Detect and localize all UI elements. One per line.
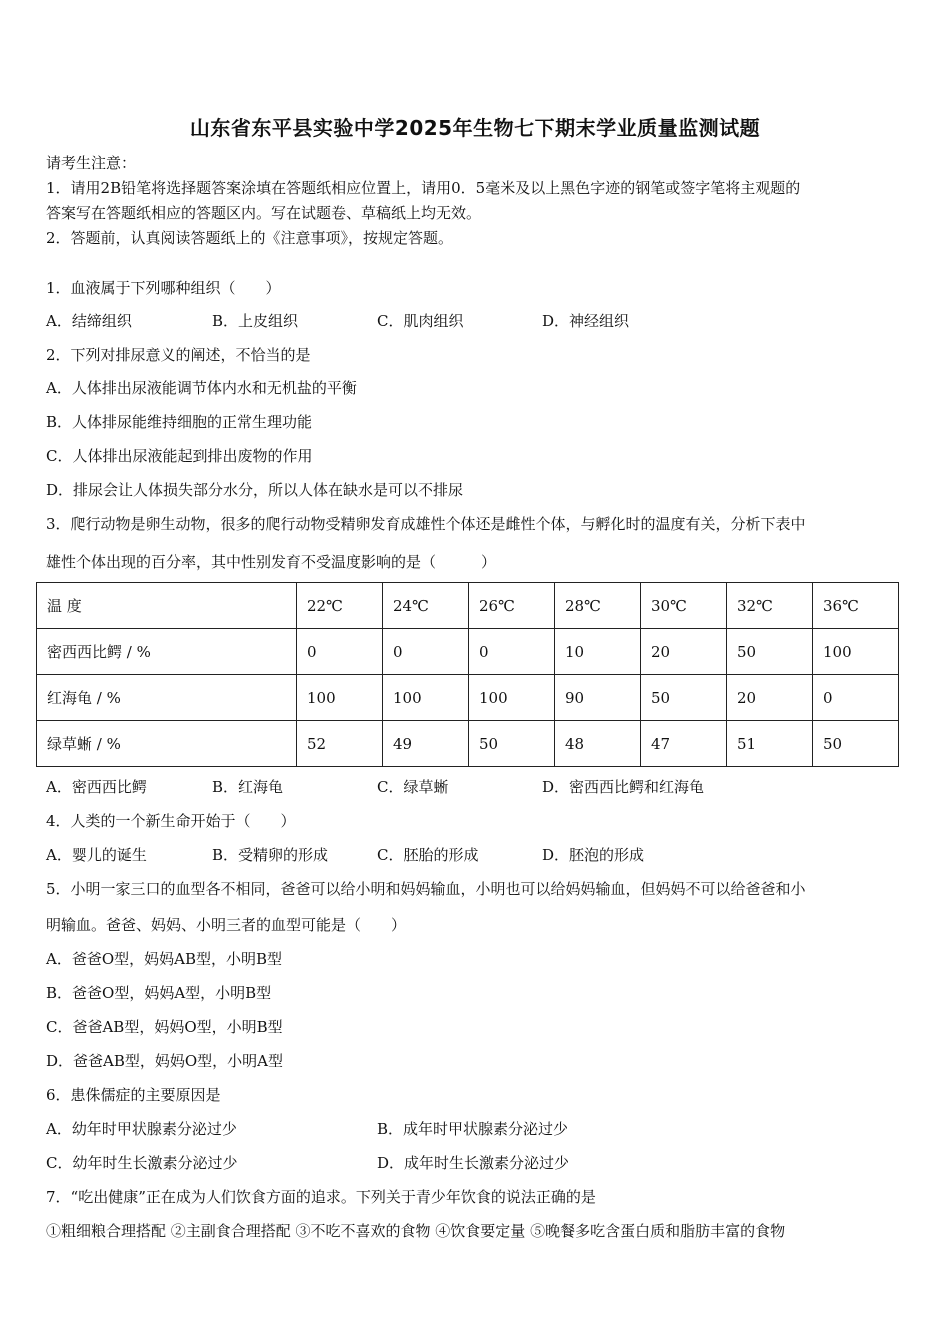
notice-line-2: 2．答题前，认真阅读答题纸上的《注意事项》，按规定答题。 xyxy=(46,229,454,247)
q4-option-c: C．胚胎的形成 xyxy=(377,846,479,864)
table-cell: 51 xyxy=(727,721,813,767)
q3-option-b: B．红海龟 xyxy=(212,778,284,796)
q5-option-b: B．爸爸O型，妈妈A型，小明B型 xyxy=(46,984,272,1002)
table-cell: 0 xyxy=(469,629,555,675)
q2-stem: 2．下列对排尿意义的阐述，不恰当的是 xyxy=(46,346,311,364)
table-cell: 红海龟 / % xyxy=(37,675,297,721)
notice-heading: 请考生注意： xyxy=(46,154,137,172)
table-cell: 48 xyxy=(555,721,641,767)
q4-option-d: D．胚泡的形成 xyxy=(542,846,645,864)
table-cell: 温 度 xyxy=(37,583,297,629)
q4-option-a: A．婴儿的诞生 xyxy=(46,846,147,864)
q3-stem-2: 雄性个体出现的百分率，其中性别发育不受温度影响的是（ ） xyxy=(46,553,497,571)
table-header-row xyxy=(37,583,899,629)
q6-option-c: C．幼年时生长激素分泌过少 xyxy=(46,1154,238,1172)
q5-stem-1: 5．小明一家三口的血型各不相同，爸爸可以给小明和妈妈输血，小明也可以给妈妈输血，但妈妈不可以给爸爸和小 xyxy=(46,880,806,898)
q1-option-a: A．结缔组织 xyxy=(46,312,132,330)
q3-option-d: D．密西西比鳄和红海龟 xyxy=(542,778,705,796)
q6-option-b: B．成年时甲状腺素分泌过少 xyxy=(377,1120,569,1138)
table-row xyxy=(37,675,899,721)
q2-option-b: B．人体排尿能维持细胞的正常生理功能 xyxy=(46,413,313,431)
table-cell: 47 xyxy=(641,721,727,767)
q6-option-d: D．成年时生长激素分泌过少 xyxy=(377,1154,570,1172)
table-cell: 0 xyxy=(297,629,383,675)
q2-option-c: C．人体排出尿液能起到排出废物的作用 xyxy=(46,447,313,465)
table-cell: 100 xyxy=(297,675,383,721)
table-row xyxy=(37,629,899,675)
table-cell: 50 xyxy=(641,675,727,721)
q5-stem-2: 明输血。爸爸、妈妈、小明三者的血型可能是（ ） xyxy=(46,916,407,934)
q3-stem-1: 3．爬行动物是卵生动物，很多的爬行动物受精卵发育成雄性个体还是雌性个体，与孵化时的温度有关，分析下表中 xyxy=(46,515,806,533)
table-cell: 100 xyxy=(813,629,899,675)
notice-line-1a: 1．请用2B铅笔将选择题答案涂填在答题纸相应位置上，请用0．5毫米及以上黑色字迹的钢笔或签字笔将主观题的 xyxy=(46,179,801,197)
table-cell: 20 xyxy=(727,675,813,721)
notice-line-1b: 答案写在答题纸相应的答题区内。写在试题卷、草稿纸上均无效。 xyxy=(46,204,482,222)
q4-option-b: B．受精卵的形成 xyxy=(212,846,329,864)
table-cell: 36℃ xyxy=(813,583,899,629)
table-cell: 20 xyxy=(641,629,727,675)
q1-option-d: D．神经组织 xyxy=(542,312,630,330)
page-title: 山东省东平县实验中学2025年生物七下期末学业质量监测试题 xyxy=(189,116,761,140)
q1-option-c: C．肌肉组织 xyxy=(377,312,464,330)
table-cell: 28℃ xyxy=(555,583,641,629)
q6-option-a: A．幼年时甲状腺素分泌过少 xyxy=(46,1120,237,1138)
table-cell: 50 xyxy=(813,721,899,767)
table-cell: 22℃ xyxy=(297,583,383,629)
table-cell: 100 xyxy=(469,675,555,721)
table-cell: 100 xyxy=(383,675,469,721)
table-cell: 绿草蜥 / % xyxy=(37,721,297,767)
q3-option-a: A．密西西比鳄 xyxy=(46,778,147,796)
table-cell: 密西西比鳄 / % xyxy=(37,629,297,675)
table-cell: 52 xyxy=(297,721,383,767)
table-cell: 32℃ xyxy=(727,583,813,629)
table-cell: 50 xyxy=(727,629,813,675)
temperature-sex-table xyxy=(36,582,899,767)
table-cell: 49 xyxy=(383,721,469,767)
table-cell: 10 xyxy=(555,629,641,675)
table-cell: 50 xyxy=(469,721,555,767)
table-cell: 0 xyxy=(383,629,469,675)
q1-stem: 1．血液属于下列哪种组织（ ） xyxy=(46,279,281,297)
q3-option-c: C．绿草蜥 xyxy=(377,778,449,796)
table-row xyxy=(37,721,899,767)
q4-stem: 4．人类的一个新生命开始于（ ） xyxy=(46,812,296,830)
q2-option-d: D．排尿会让人体损失部分水分，所以人体在缺水是可以不排尿 xyxy=(46,481,464,499)
q1-option-b: B．上皮组织 xyxy=(212,312,299,330)
q7-stem: 7．“吃出健康”正在成为人们饮食方面的追求。下列关于青少年饮食的说法正确的是 xyxy=(46,1188,596,1206)
table-cell: 24℃ xyxy=(383,583,469,629)
q7-items: ①粗细粮合理搭配 ②主副食合理搭配 ③不吃不喜欢的食物 ④饮食要定量 ⑤晚餐多吃含蛋白质和脂肪丰富的食物 xyxy=(46,1222,786,1240)
q6-stem: 6．患侏儒症的主要原因是 xyxy=(46,1086,221,1104)
table-cell: 26℃ xyxy=(469,583,555,629)
q5-option-a: A．爸爸O型，妈妈AB型，小明B型 xyxy=(46,950,283,968)
table-cell: 0 xyxy=(813,675,899,721)
table-cell: 30℃ xyxy=(641,583,727,629)
q5-option-d: D．爸爸AB型，妈妈O型，小明A型 xyxy=(46,1052,284,1070)
q5-option-c: C．爸爸AB型，妈妈O型，小明B型 xyxy=(46,1018,283,1036)
q2-option-a: A．人体排出尿液能调节体内水和无机盐的平衡 xyxy=(46,379,357,397)
table-cell: 90 xyxy=(555,675,641,721)
